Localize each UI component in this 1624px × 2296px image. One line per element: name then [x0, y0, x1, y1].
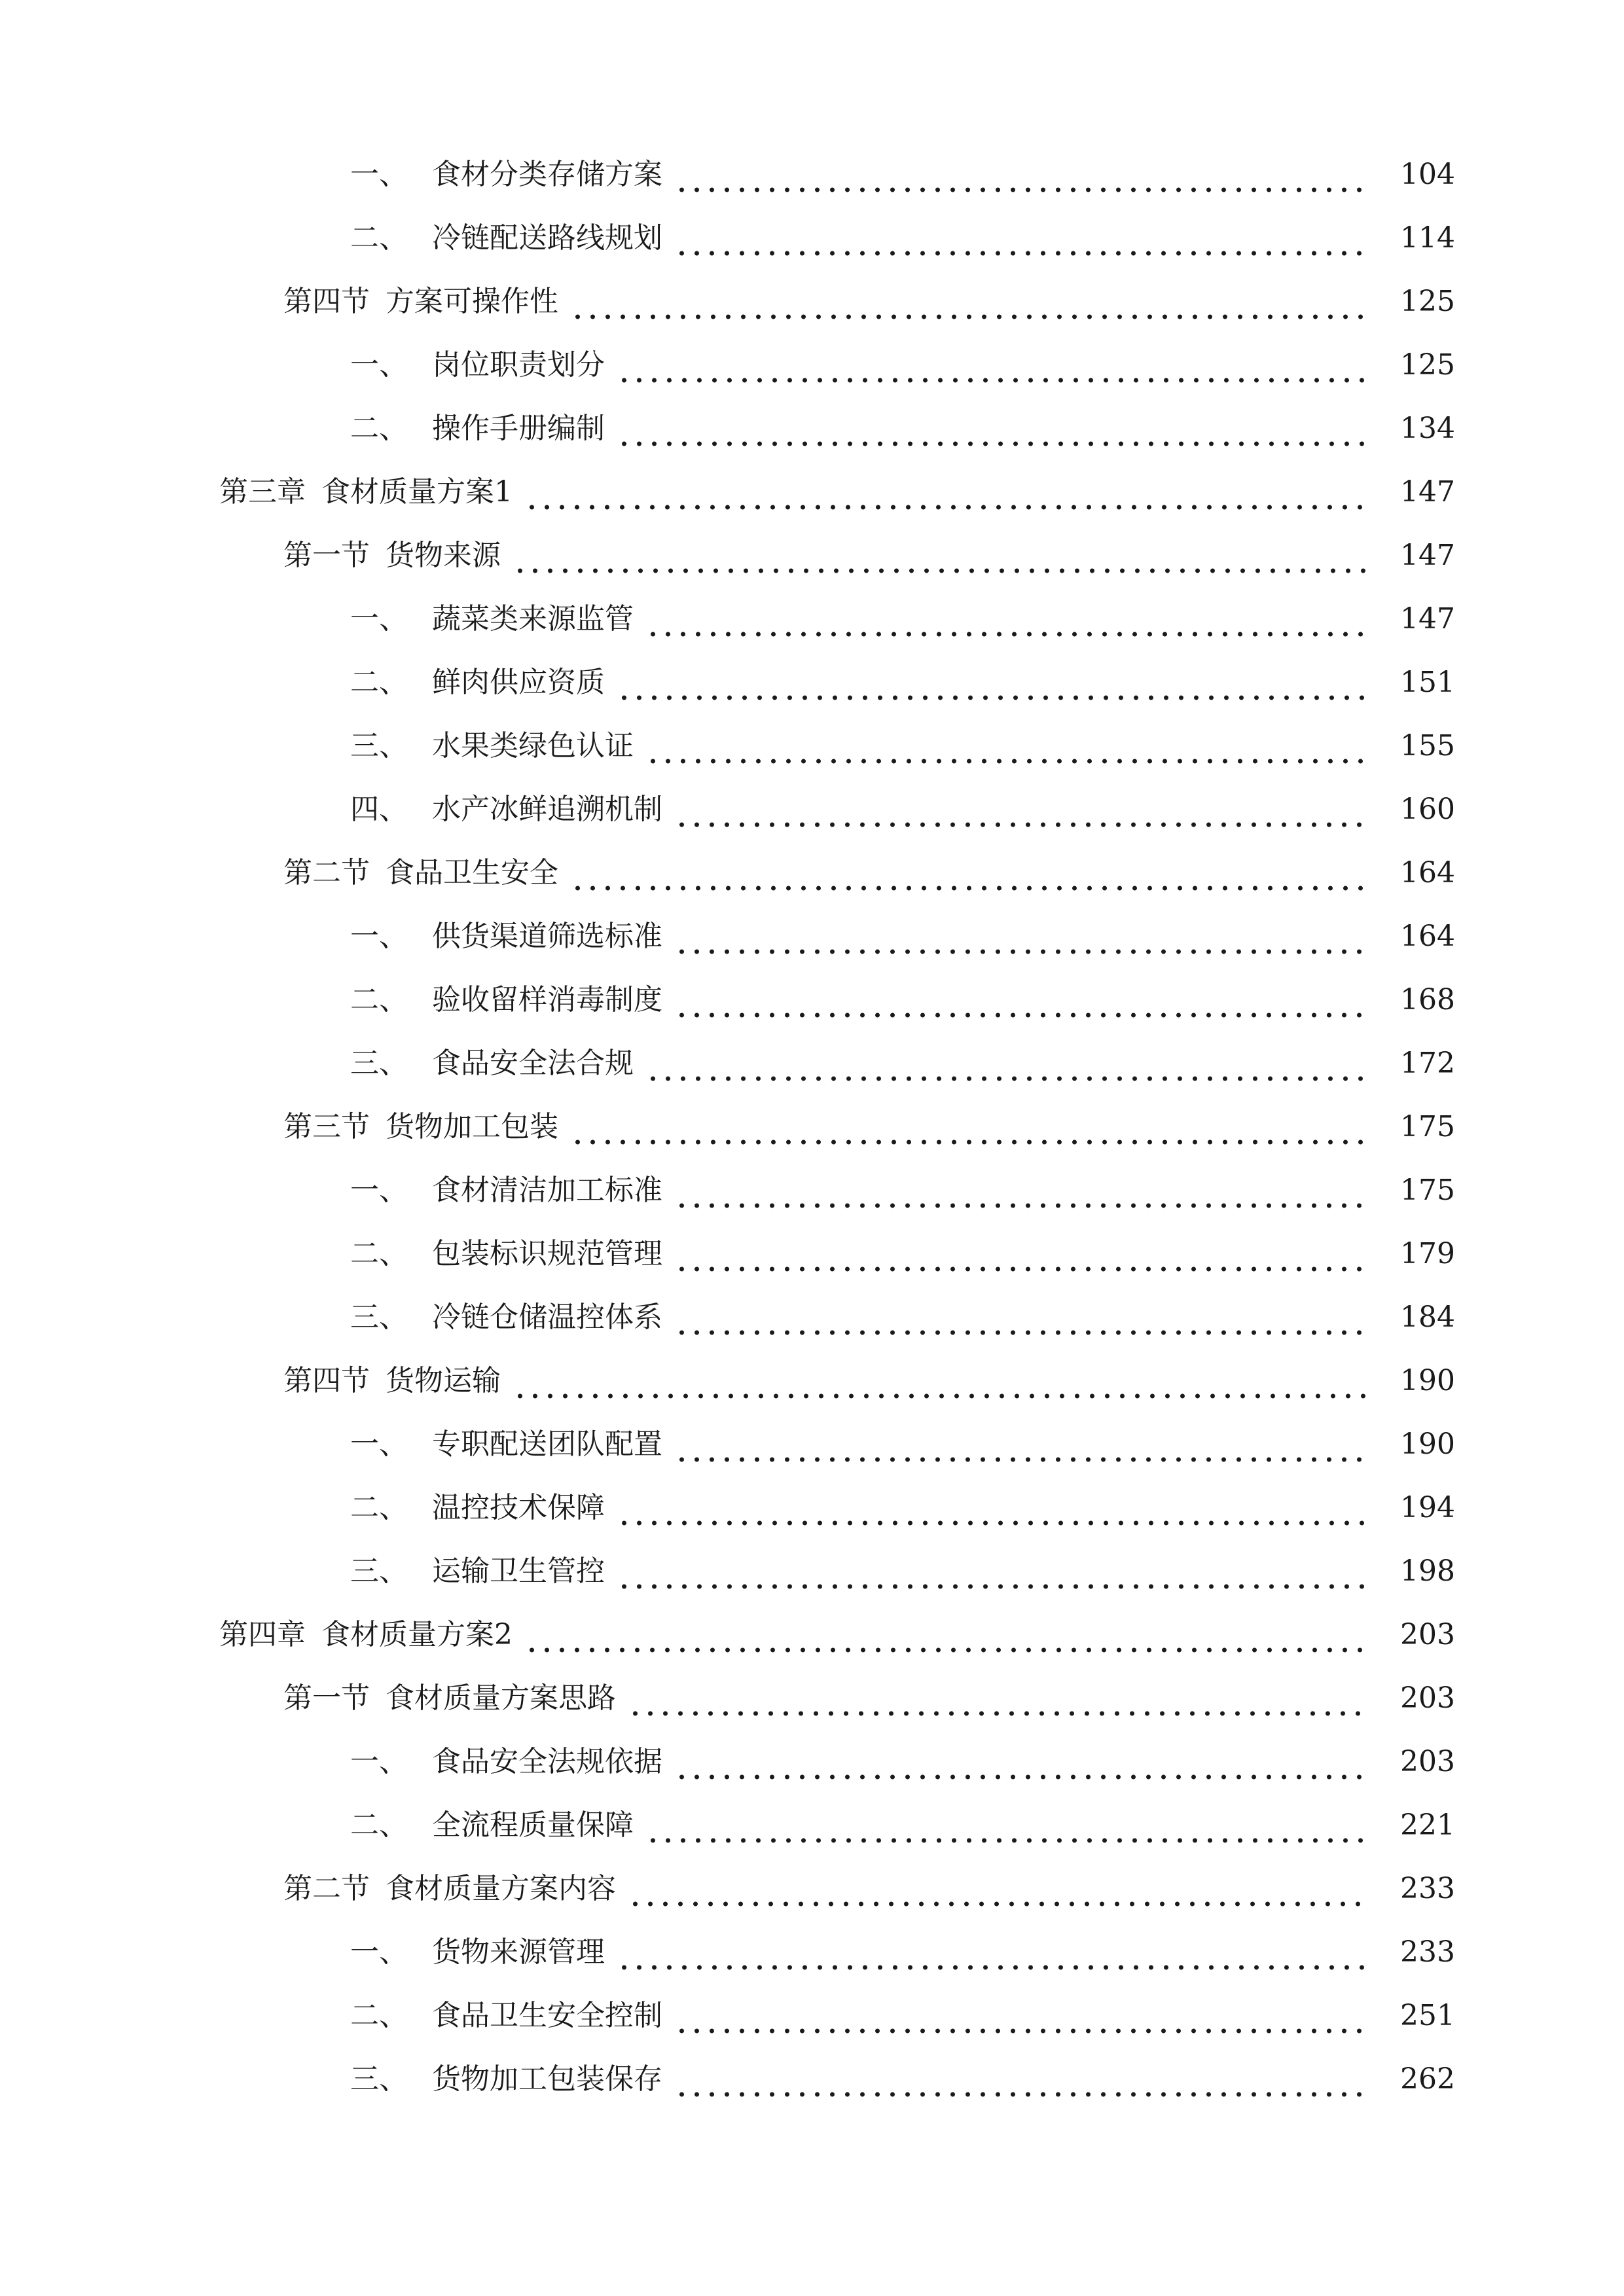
toc-entry-label	[350, 660, 605, 706]
toc-entry[interactable]	[0, 1104, 1624, 1150]
toc-entry-label	[350, 1739, 662, 1785]
dot-leader	[674, 2056, 1366, 2102]
toc-entry-label	[219, 469, 513, 515]
toc-entry-label	[350, 596, 634, 642]
toc-entry-number: 二、	[350, 412, 408, 445]
toc-entry-page: 155	[1400, 729, 1455, 762]
toc-entry-page: 251	[1400, 1999, 1455, 2032]
toc-entry[interactable]	[0, 1676, 1624, 1721]
toc-entry-label	[350, 1231, 662, 1277]
toc-entry-number: 一、	[350, 1935, 408, 1969]
toc-entry-number: 二、	[350, 1237, 408, 1270]
toc-entry-label	[283, 1104, 558, 1150]
toc-entry-label	[350, 1549, 605, 1594]
toc-entry-title: 运输卫生管控	[432, 1554, 605, 1588]
toc-entry-label	[350, 1485, 605, 1531]
toc-entry-title: 包装标识规范管理	[432, 1237, 662, 1270]
toc-entry-number: 一、	[350, 1745, 408, 1778]
toc-entry[interactable]	[0, 787, 1624, 833]
toc-entry-number: 第四节	[283, 1364, 370, 1397]
toc-entry-number: 三、	[350, 1554, 408, 1588]
toc-entry-page: 184	[1400, 1300, 1455, 1334]
toc-entry[interactable]	[0, 1549, 1624, 1594]
toc-entry-number: 一、	[350, 348, 408, 382]
toc-entry-title: 食品安全法规依据	[432, 1745, 662, 1778]
toc-entry-page: 233	[1400, 1872, 1455, 1905]
toc-entry-title: 食品卫生安全	[386, 856, 558, 889]
toc-entry[interactable]	[0, 1739, 1624, 1785]
toc-entry-number: 第一节	[283, 539, 370, 572]
toc-entry[interactable]	[0, 1993, 1624, 2039]
toc-entry-title: 货物来源管理	[432, 1935, 605, 1969]
dot-leader	[617, 660, 1366, 706]
toc-entry-page: 125	[1400, 285, 1455, 318]
toc-entry-title: 冷链配送路线规划	[432, 221, 662, 255]
toc-entry-label	[283, 533, 501, 579]
toc-entry-number: 二、	[350, 1491, 408, 1524]
toc-entry[interactable]	[0, 914, 1624, 960]
toc-entry[interactable]	[0, 1866, 1624, 1912]
toc-entry-title: 货物来源	[386, 539, 501, 572]
toc-entry-title: 蔬菜类来源监管	[432, 602, 634, 636]
dot-leader	[645, 1041, 1366, 1086]
dot-leader	[674, 1993, 1366, 2039]
toc-entry[interactable]	[0, 977, 1624, 1023]
dot-leader	[524, 469, 1366, 515]
toc-entry-label	[283, 1866, 616, 1912]
toc-entry-page: 233	[1400, 1935, 1455, 1969]
toc-entry-page: 164	[1400, 856, 1455, 889]
toc-entry-title: 方案可操作性	[386, 285, 558, 318]
toc-entry[interactable]	[0, 1358, 1624, 1404]
dot-leader	[674, 1422, 1366, 1467]
toc-entry-title: 货物加工包装保存	[432, 2062, 662, 2096]
toc-entry-title: 供货渠道筛选标准	[432, 920, 662, 953]
dot-leader	[617, 1549, 1366, 1594]
toc-entry-title: 食材质量方案1	[321, 475, 513, 509]
toc-entry[interactable]	[0, 1168, 1624, 1213]
dot-leader	[645, 596, 1366, 642]
toc-entry-title: 食材质量方案思路	[386, 1681, 616, 1715]
toc-entry-label	[283, 1358, 501, 1404]
toc-entry-label	[283, 850, 558, 896]
toc-entry-page: 221	[1400, 1808, 1455, 1842]
toc-entry-number: 第三节	[283, 1110, 370, 1143]
toc-entry-label	[350, 1929, 605, 1975]
toc-entry-title: 岗位职责划分	[432, 348, 605, 382]
toc-entry-label	[350, 1041, 634, 1086]
toc-entry[interactable]	[0, 533, 1624, 579]
toc-entry-title: 操作手册编制	[432, 412, 605, 445]
toc-entry-page: 151	[1400, 666, 1455, 699]
toc-entry-page: 147	[1400, 602, 1455, 636]
dot-leader	[674, 1168, 1366, 1213]
toc-entry-label	[283, 1676, 616, 1721]
toc-entry-page: 168	[1400, 983, 1455, 1016]
toc-entry-number: 第四节	[283, 285, 370, 318]
toc-entry-label	[350, 1295, 662, 1340]
dot-leader	[617, 342, 1366, 388]
toc-entry-number: 三、	[350, 1300, 408, 1334]
toc-entry-label	[219, 1612, 513, 1658]
toc-entry-number: 二、	[350, 1999, 408, 2032]
toc-entry-number: 一、	[350, 1174, 408, 1207]
dot-leader	[674, 1295, 1366, 1340]
toc-entry[interactable]	[0, 469, 1624, 515]
toc-entry-label	[350, 977, 662, 1023]
toc-entry-label	[350, 1168, 662, 1213]
toc-entry-page: 190	[1400, 1427, 1455, 1461]
toc-entry-label	[283, 279, 558, 325]
toc-entry[interactable]	[0, 1485, 1624, 1531]
toc-entry-page: 104	[1400, 158, 1455, 191]
toc-entry-number: 第一节	[283, 1681, 370, 1715]
toc-entry-title: 食材清洁加工标准	[432, 1174, 662, 1207]
toc-entry-number: 一、	[350, 1427, 408, 1461]
dot-leader	[674, 787, 1366, 833]
dot-leader	[513, 1358, 1366, 1404]
toc-entry[interactable]	[0, 850, 1624, 896]
toc-entry-label	[350, 914, 662, 960]
toc-entry-number: 二、	[350, 221, 408, 255]
toc-entry-title: 食材分类存储方案	[432, 158, 662, 191]
toc-entry-label	[350, 215, 662, 261]
dot-leader	[674, 1739, 1366, 1785]
toc-entry[interactable]	[0, 596, 1624, 642]
dot-leader	[570, 850, 1366, 896]
dot-leader	[617, 1485, 1366, 1531]
toc-entry-title: 水产冰鲜追溯机制	[432, 793, 662, 826]
toc-entry-page: 190	[1400, 1364, 1455, 1397]
toc-entry[interactable]	[0, 152, 1624, 198]
toc-entry-number: 第四章	[219, 1618, 306, 1651]
toc-entry[interactable]	[0, 660, 1624, 706]
toc-entry-number: 第二节	[283, 856, 370, 889]
toc-entry-number: 二、	[350, 1808, 408, 1842]
toc-entry-title: 鲜肉供应资质	[432, 666, 605, 699]
toc-entry-number: 二、	[350, 983, 408, 1016]
toc-entry-page: 194	[1400, 1491, 1455, 1524]
toc-entry-number: 三、	[350, 1047, 408, 1080]
toc-entry-label	[350, 406, 605, 452]
toc-entry[interactable]	[0, 1231, 1624, 1277]
toc-entry[interactable]	[0, 279, 1624, 325]
toc-entry-page: 203	[1400, 1618, 1455, 1651]
toc-entry[interactable]	[0, 1803, 1624, 1848]
toc-entry-number: 三、	[350, 2062, 408, 2096]
toc-entry-label	[350, 723, 634, 769]
toc-entry-page: 175	[1400, 1174, 1455, 1207]
toc-entry[interactable]	[0, 1929, 1624, 1975]
toc-entry-page: 164	[1400, 920, 1455, 953]
toc-entry-label	[350, 342, 605, 388]
toc-entry-page: 147	[1400, 475, 1455, 509]
dot-leader	[628, 1866, 1366, 1912]
dot-leader	[524, 1612, 1366, 1658]
toc-entry-page: 160	[1400, 793, 1455, 826]
toc-entry-page: 203	[1400, 1745, 1455, 1778]
toc-entry-number: 第二节	[283, 1872, 370, 1905]
toc-entry[interactable]	[0, 1041, 1624, 1086]
toc-entry-label	[350, 1993, 662, 2039]
dot-leader	[628, 1676, 1366, 1721]
toc-entry-label	[350, 1803, 634, 1848]
toc-entry-title: 专职配送团队配置	[432, 1427, 662, 1461]
dot-leader	[645, 1803, 1366, 1848]
toc-entry[interactable]	[0, 215, 1624, 261]
toc-entry-number: 四、	[350, 793, 408, 826]
toc-entry[interactable]	[0, 342, 1624, 388]
toc-entry-label	[350, 787, 662, 833]
dot-leader	[617, 1929, 1366, 1975]
dot-leader	[570, 1104, 1366, 1150]
toc-entry-title: 水果类绿色认证	[432, 729, 634, 762]
toc-entry-page: 179	[1400, 1237, 1455, 1270]
toc-entry-label	[350, 152, 662, 198]
dot-leader	[674, 914, 1366, 960]
dot-leader	[674, 977, 1366, 1023]
toc-entry-number: 二、	[350, 666, 408, 699]
toc-entry-page: 203	[1400, 1681, 1455, 1715]
dot-leader	[674, 215, 1366, 261]
toc-entry-title: 货物运输	[386, 1364, 501, 1397]
toc-entry-number: 一、	[350, 920, 408, 953]
toc-entry-number: 第三章	[219, 475, 306, 509]
toc-entry-number: 三、	[350, 729, 408, 762]
toc-entry-page: 175	[1400, 1110, 1455, 1143]
toc-entry-title: 食品安全法合规	[432, 1047, 634, 1080]
toc-entry-page: 114	[1400, 221, 1455, 255]
toc-entry-page: 134	[1400, 412, 1455, 445]
toc-entry-page: 172	[1400, 1047, 1455, 1080]
toc-entry[interactable]	[0, 2056, 1624, 2102]
toc-entry-label	[350, 2056, 662, 2102]
toc-entry-title: 食材质量方案2	[321, 1618, 513, 1651]
toc-entry[interactable]	[0, 1422, 1624, 1467]
toc-entry[interactable]	[0, 1295, 1624, 1340]
toc-entry-page: 262	[1400, 2062, 1455, 2096]
dot-leader	[617, 406, 1366, 452]
toc-entry-title: 货物加工包装	[386, 1110, 558, 1143]
toc-entry-number: 一、	[350, 602, 408, 636]
toc-entry-title: 食材质量方案内容	[386, 1872, 616, 1905]
toc-entry-page: 125	[1400, 348, 1455, 382]
toc-entry-page: 198	[1400, 1554, 1455, 1588]
toc-entry[interactable]	[0, 406, 1624, 452]
toc-entry-label	[350, 1422, 662, 1467]
toc-entry[interactable]	[0, 1612, 1624, 1658]
toc-entry-title: 冷链仓储温控体系	[432, 1300, 662, 1334]
dot-leader	[513, 533, 1366, 579]
dot-leader	[674, 152, 1366, 198]
toc-entry-title: 验收留样消毒制度	[432, 983, 662, 1016]
toc-entry[interactable]	[0, 723, 1624, 769]
dot-leader	[645, 723, 1366, 769]
toc-entry-number: 一、	[350, 158, 408, 191]
toc-entry-title: 全流程质量保障	[432, 1808, 634, 1842]
dot-leader	[674, 1231, 1366, 1277]
toc-entry-page: 147	[1400, 539, 1455, 572]
toc-entry-title: 温控技术保障	[432, 1491, 605, 1524]
dot-leader	[570, 279, 1366, 325]
toc-entry-title: 食品卫生安全控制	[432, 1999, 662, 2032]
